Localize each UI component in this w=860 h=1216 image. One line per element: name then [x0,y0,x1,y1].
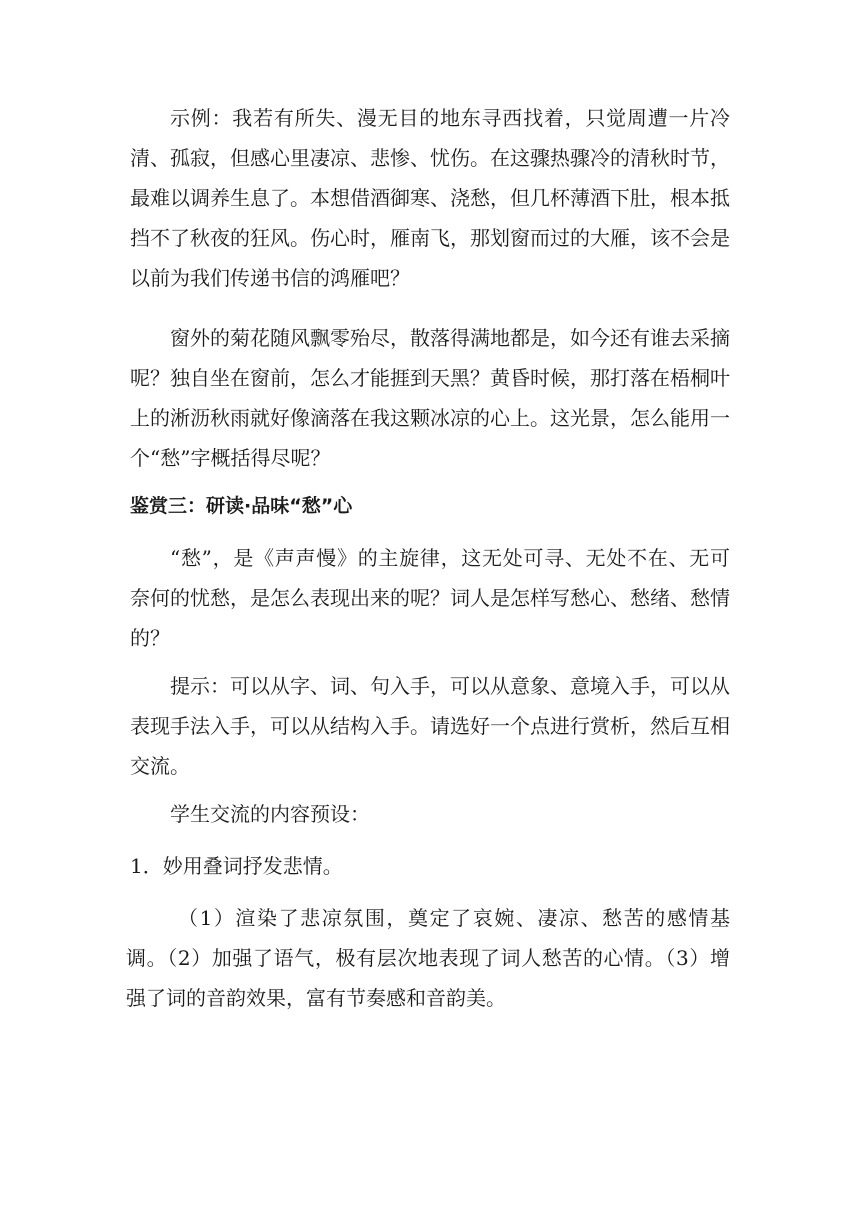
example-paragraph-continued: 窗外的菊花随风飘零殆尽，散落得满地都是，如今还有谁去采摘呢？独自坐在窗前，怎么才能捱到天黑？黄昏时候，那打落在梧桐叶上的淅沥秋雨就好像滴落在我这颗冰凉的心上。这光景，怎么能用一个“愁”字概括得尽呢？ [130,326,730,470]
preset-intro: 学生交流的内容预设： [170,802,370,826]
hint-paragraph: 提示：可以从字、词、句入手，可以从意象、意境入手，可以从表现手法入手，可以从结构入手。请选好一个点进行赏析，然后互相交流。 [130,674,730,778]
list-item-1: 1．妙用叠词抒发悲情。 [130,854,343,878]
question-paragraph: “愁”，是《声声慢》的主旋律，这无处可寻、无处不在、无可奈何的忧愁，是怎么表现出来的呢？词人是怎样写愁心、愁绪、愁情的？ [130,546,730,650]
list-item-1-detail: （1）渲染了悲凉氛围，奠定了哀婉、凄凉、愁苦的感情基调。（2）加强了语气，极有层次地表现了词人愁苦的心情。（3）增强了词的音韵效果，富有节奏感和音韵美。 [126,906,730,1010]
section-heading: 鉴赏三：研读·品味“愁”心 [130,495,353,517]
example-paragraph: 示例：我若有所失、漫无目的地东寻西找着，只觉周遭一片冷清、孤寂，但感心里凄凉、悲惨、忧伤。在这骤热骤冷的清秋时节，最难以调养生息了。本想借酒御寒、浇愁，但几杯薄酒下肚，根本抵挡不了秋夜的狂风。伤心时，雁南飞，那划窗而过的大雁，该不会是以前为我们传递书信的鸿雁吧？ [130,106,730,290]
